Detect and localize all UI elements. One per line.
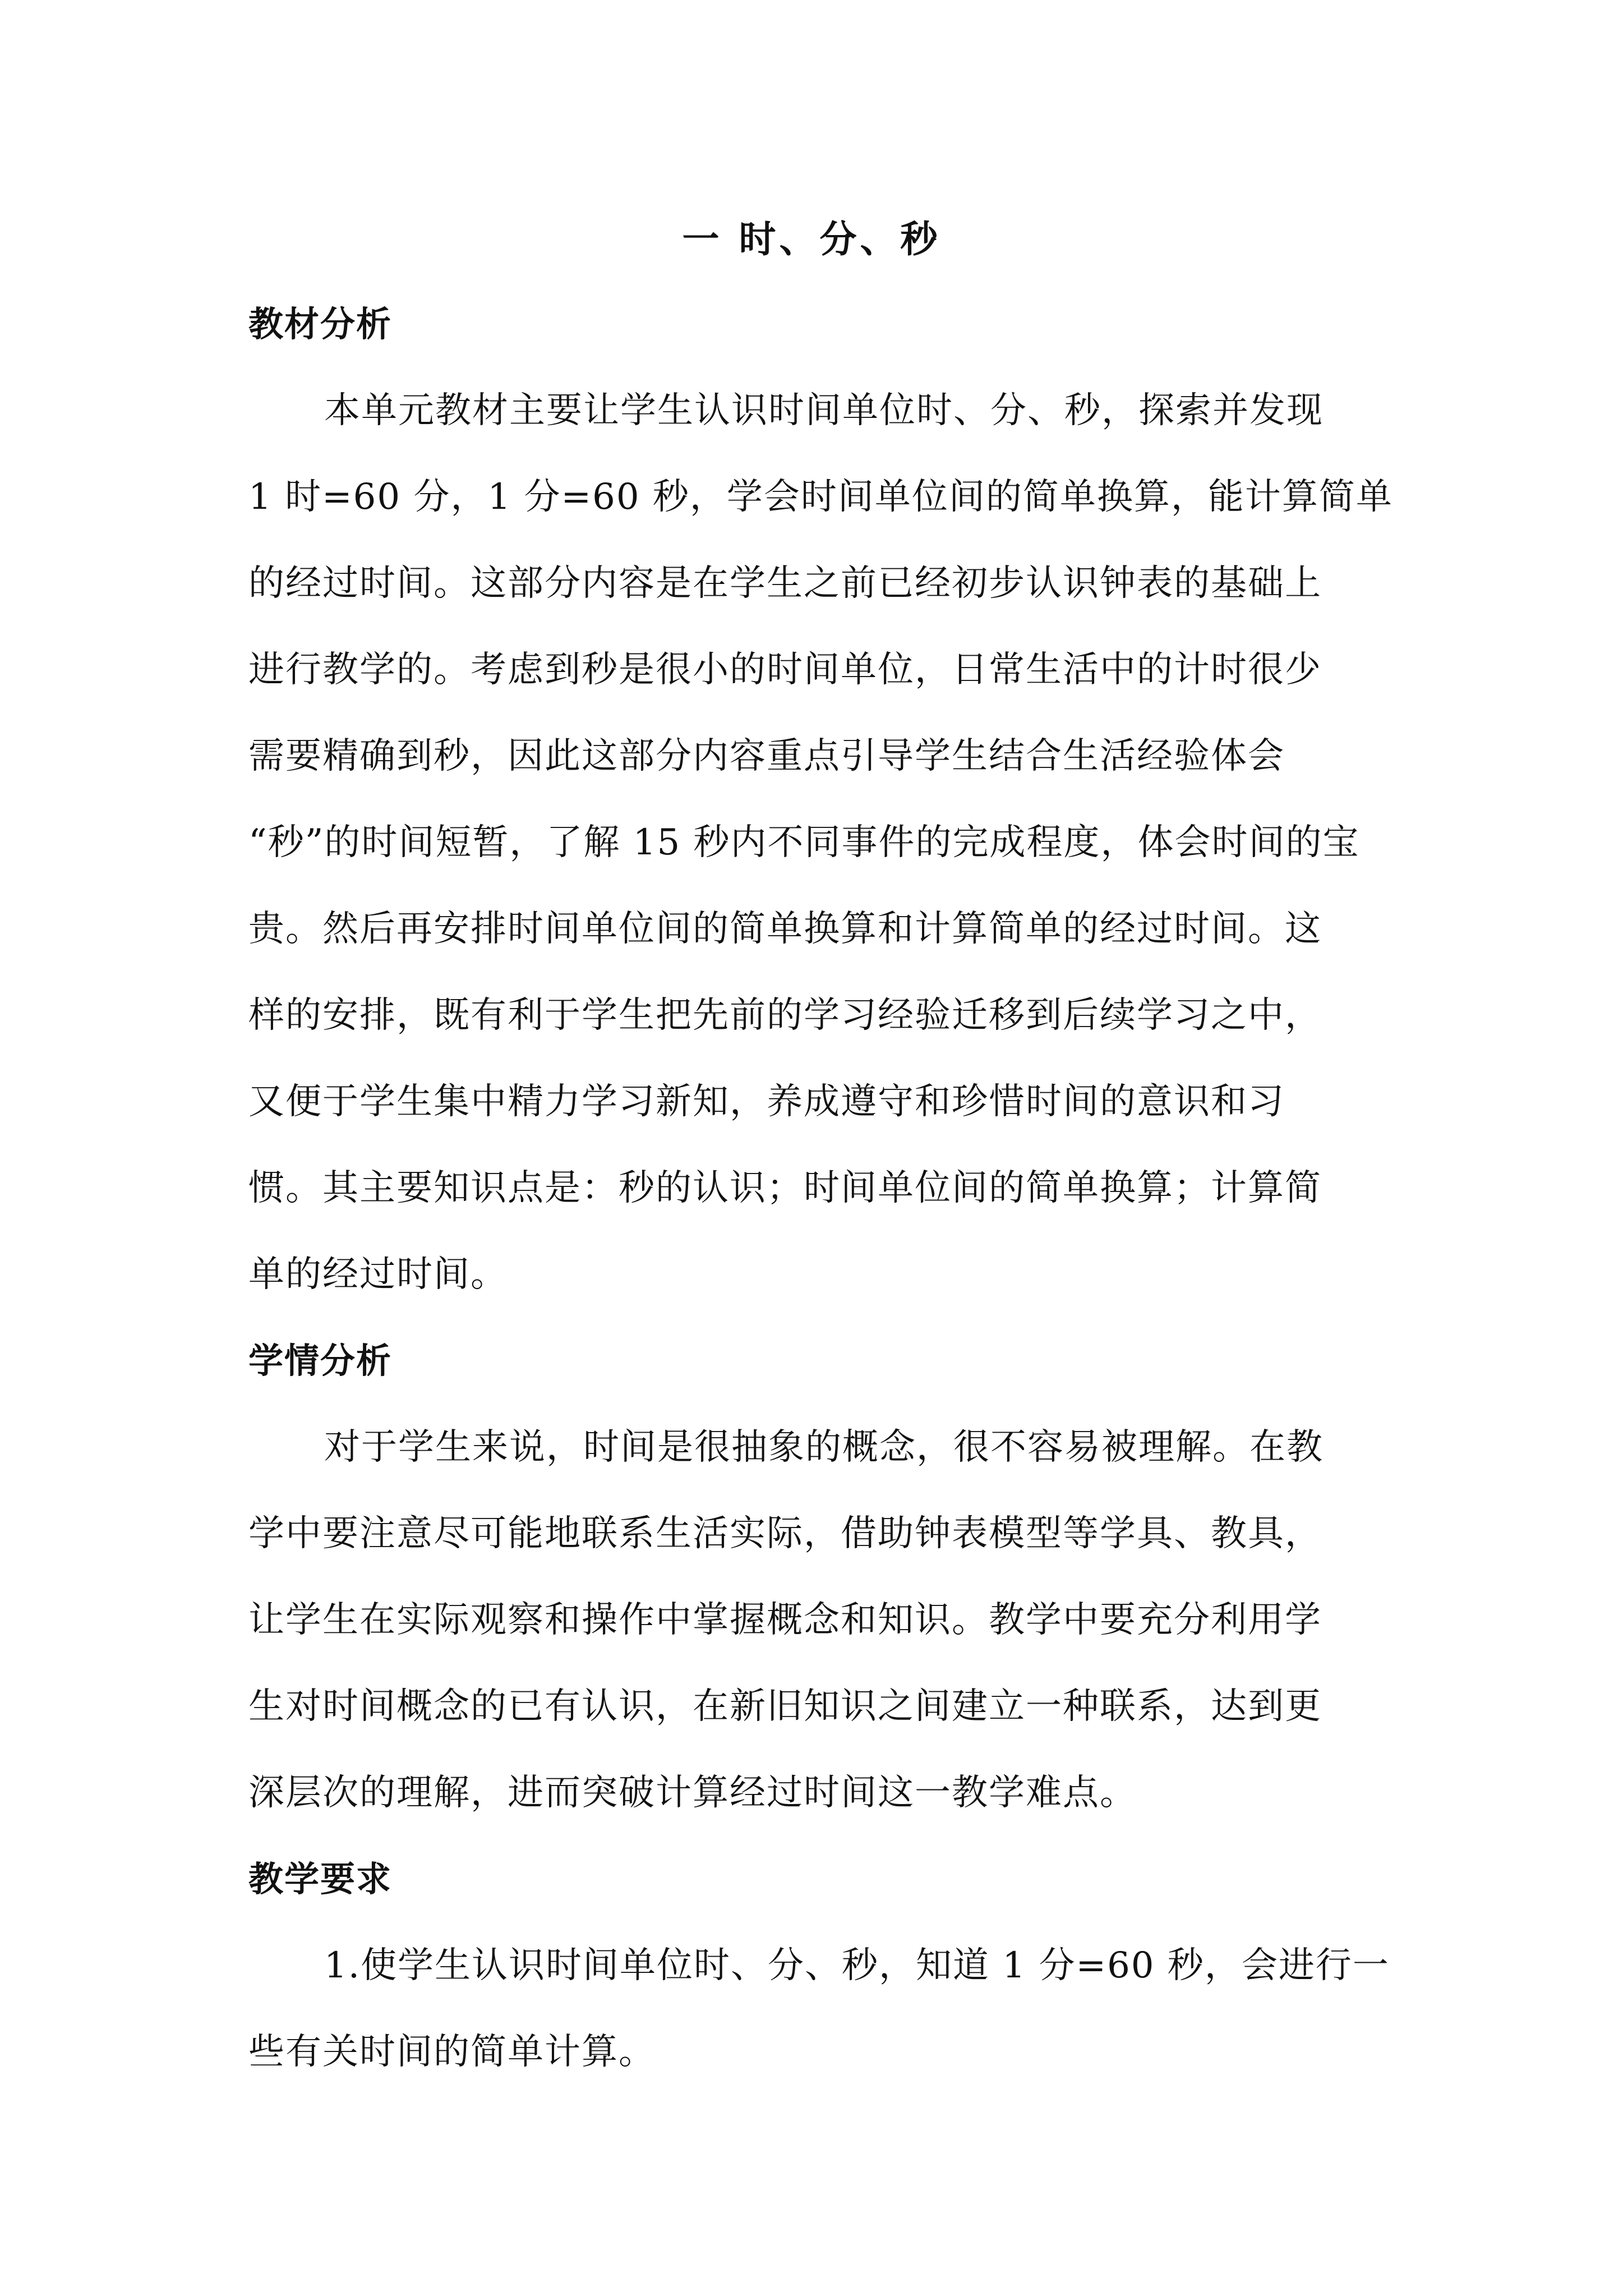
page-title: 一 时、分、秒 bbox=[682, 217, 941, 261]
paragraph-line: 的经过时间。这部分内容是在学生之前已经初步认识钟表的基础上 bbox=[248, 563, 1322, 604]
paragraph-line: 样的安排，既有利于学生把先前的学习经验迁移到后续学习之中， bbox=[248, 995, 1322, 1036]
paragraph-line: 单的经过时间。 bbox=[248, 1254, 508, 1295]
paragraph-line: 让学生在实际观察和操作中掌握概念和知识。教学中要充分利用学 bbox=[248, 1599, 1322, 1641]
paragraph-line: 学中要注意尽可能地联系生活实际，借助钟表模型等学具、教具， bbox=[248, 1513, 1322, 1554]
paragraph-line: 1 时=60 分，1 分=60 秒，学会时间单位间的简单换算，能计算简单 bbox=[248, 476, 1393, 518]
section-heading-student-analysis: 学情分析 bbox=[248, 1340, 393, 1381]
paragraph-line: 贵。然后再安排时间单位间的简单换算和计算简单的经过时间。这 bbox=[248, 908, 1322, 950]
paragraph-line: 本单元教材主要让学生认识时间单位时、分、秒，探索并发现 bbox=[324, 390, 1324, 431]
section-heading-teaching-requirements: 教学要求 bbox=[248, 1858, 393, 1899]
paragraph-line: 进行教学的。考虑到秒是很小的时间单位，日常生活中的计时很少 bbox=[248, 649, 1322, 691]
paragraph-line: “秒”的时间短暂，了解 15 秒内不同事件的完成程度，体会时间的宝 bbox=[248, 822, 1360, 863]
paragraph-line: 需要精确到秒，因此这部分内容重点引导学生结合生活经验体会 bbox=[248, 735, 1285, 777]
paragraph-line: 深层次的理解，进而突破计算经过时间这一教学难点。 bbox=[248, 1772, 1137, 1814]
paragraph-line: 惯。其主要知识点是：秒的认识；时间单位间的简单换算；计算简 bbox=[248, 1167, 1322, 1209]
paragraph-line: 又便于学生集中精力学习新知，养成遵守和珍惜时间的意识和习 bbox=[248, 1081, 1285, 1122]
paragraph-line: 些有关时间的简单计算。 bbox=[248, 2031, 656, 2073]
section-heading-textbook-analysis: 教材分析 bbox=[248, 303, 393, 344]
paragraph-line: 1.使学生认识时间单位时、分、秒，知道 1 分=60 秒，会进行一 bbox=[324, 1945, 1390, 1986]
paragraph-line: 对于学生来说，时间是很抽象的概念，很不容易被理解。在教 bbox=[324, 1427, 1324, 1468]
paragraph-line: 生对时间概念的已有认识，在新旧知识之间建立一种联系，达到更 bbox=[248, 1686, 1322, 1727]
